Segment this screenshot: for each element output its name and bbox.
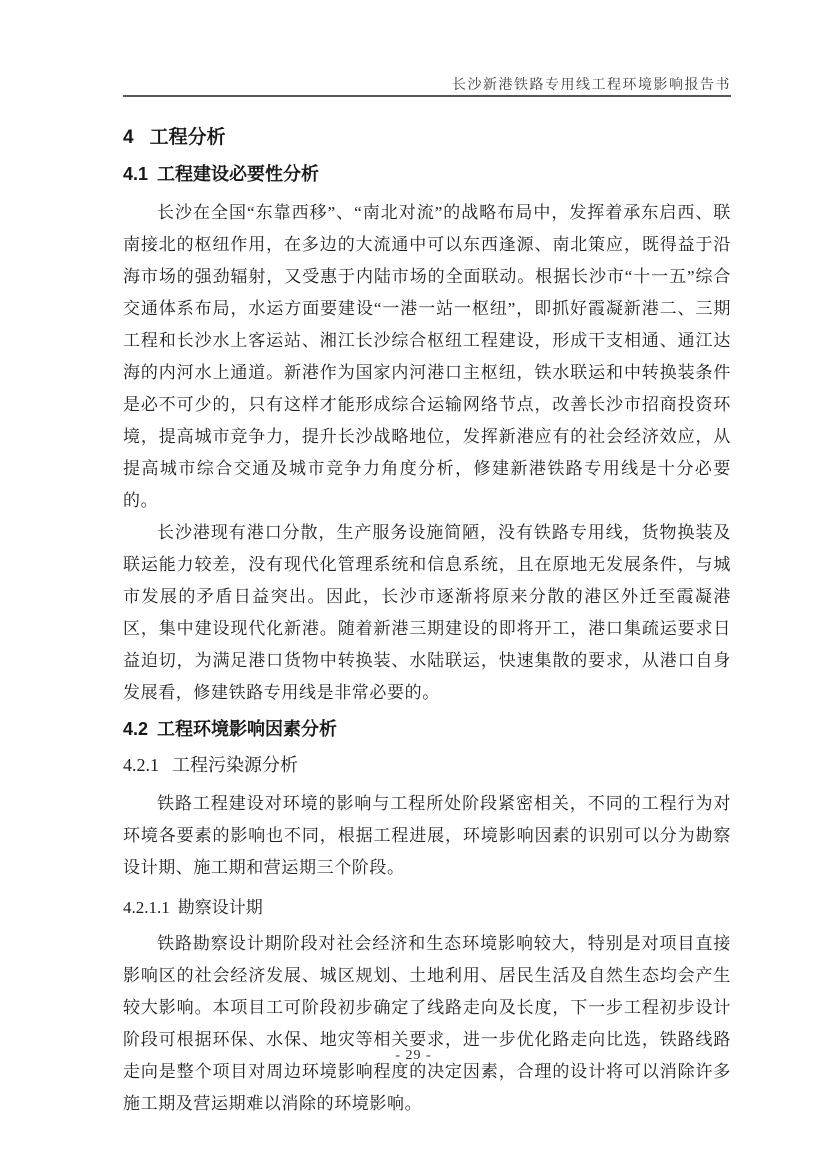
subsection-4-2-1-heading (123, 754, 731, 777)
subsection-4-2-1-1-number: 4.2.1.1 (123, 898, 170, 917)
paragraph-pollution-source: 铁路工程建设对环境的影响与工程所处阶段紧密相关，不同的工程行为对环境各要素的影响也不同，根据工程进展，环境影响因素的识别可以分为勘察设计期、施工期和营运期三个阶段。 (123, 794, 731, 877)
paragraph-survey-design: 铁路勘察设计期阶段对社会经济和生态环境影响较大，特别是对项目直接影响区的社会经济发展、城区规划、土地利用、居民生活及自然生态均会产生较大影响。本项目工可阶段初步确定了线路走向及长度，下一步工程初步设计阶段可根据环保、水保、地灾等相关要求，进一步优化路走向比选，铁路线路走向是整个项目对周边环境影响程度的决定因素，合理的设计将可以消除许多施工期及营运期难以消除的环境影响。 (123, 934, 731, 1113)
document-body (123, 116, 731, 1120)
page-footer (0, 1048, 827, 1064)
paragraph-necessity-1: 长沙在全国“东靠西移”、“南北对流”的战略布局中，发挥着承东启西、联南接北的枢纽作用，在多边的大流通中可以东西逢源、南北策应，既得益于沿海市场的强劲辐射，又受惠于内陆市场的全面联动。根据长沙市“十一五”综合交通体系布局，水运方面要建设“一港一站一枢纽”，即抓好霞凝新港二、三期工程和长沙水上客运站、湘江长沙综合枢纽工程建设，形成干支相通、通江达海的内河水上通道。新港作为国家内河港口主枢纽，铁水联运和中转换装条件是必不可少的，只有这样才能形成综合运输网络节点，改善长沙市招商投资环境，提高城市竞争力，提升长沙战略地位，发挥新港应有的社会经济效应，从提高城市综合交通及城市竞争力角度分析，修建新港铁路专用线是十分必要的。 (123, 203, 731, 510)
header-rule (123, 95, 731, 97)
page-header (123, 74, 731, 94)
subsection-4-2-1-1-heading (123, 897, 731, 919)
section-4-1-number: 4.1 (123, 164, 149, 184)
section-4-2-title: 工程环境影响因素分析 (157, 719, 338, 739)
chapter-number: 4 (123, 127, 134, 148)
paragraph-necessity-2: 长沙港现有港口分散，生产服务设施简陋，没有铁路专用线，货物换装及联运能力较差，没有现代化管理系统和信息系统，且在原地无发展条件，与城市发展的矛盾日益突出。因此，长沙市逐渐将原来分散的港区外迁至霞凝港区，集中建设现代化新港。随着新港三期建设的即将开工，港口集疏运要求日益迫切，为满足港口货物中转换装、水陆联运，快速集散的要求，从港口自身发展看，修建铁路专用线是非常必要的。 (123, 523, 731, 702)
section-4-1-heading (123, 163, 731, 186)
chapter-heading (123, 126, 731, 150)
chapter-title: 工程分析 (149, 127, 226, 148)
subsection-4-2-1-1-title: 勘察设计期 (177, 898, 263, 917)
running-title: 长沙新港铁路专用线工程环境影响报告书 (452, 78, 731, 93)
section-4-2-number: 4.2 (123, 719, 149, 739)
section-4-2-heading (123, 718, 731, 741)
subsection-4-2-1-title: 工程污染源分析 (172, 755, 298, 775)
page-number: - 29 - (395, 1048, 432, 1063)
section-4-1-title: 工程建设必要性分析 (157, 164, 320, 184)
subsection-4-2-1-number: 4.2.1 (123, 755, 159, 775)
